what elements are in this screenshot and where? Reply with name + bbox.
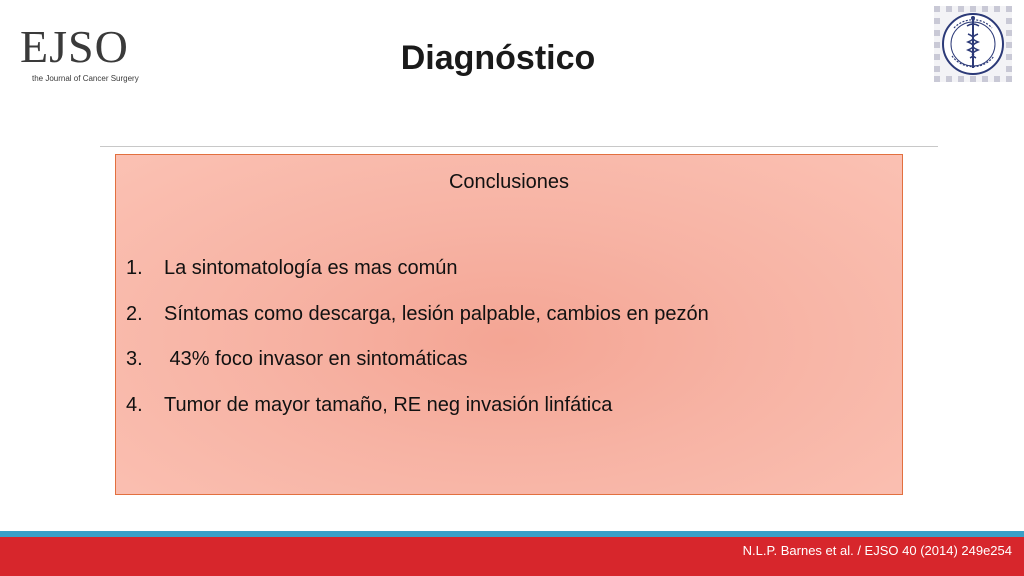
footer-citation: N.L.P. Barnes et al. / EJSO 40 (2014) 249e254 [742,543,1012,558]
institute-seal-icon [934,6,1012,82]
conclusions-box [115,154,903,495]
slide-title: Diagnóstico [400,39,596,77]
list-item-number: 3. [126,348,143,370]
ejso-logo-tagline: the Journal of Cancer Surgery [32,74,139,83]
list-item-text: 43% foco invasor en sintomáticas [164,348,468,370]
conclusions-list [126,255,709,437]
list-item [126,346,709,392]
list-item-number: 2. [126,302,143,325]
list-item-text: Tumor de mayor tamaño, RE neg invasión linfática [164,393,613,416]
list-item [126,301,709,347]
list-item-text: La sintomatología es mas común [164,257,458,279]
list-item [126,255,709,301]
conclusions-heading: Conclusiones [448,171,570,193]
list-item-number: 4. [126,393,143,416]
list-item-number: 1. [126,257,143,279]
list-item [126,392,709,438]
title-divider [100,146,938,147]
list-item-text: Síntomas como descarga, lesión palpable, cambios en pezón [164,302,709,325]
ejso-logo-wordmark: EJSO [20,21,129,72]
ejso-logo [20,21,150,90]
